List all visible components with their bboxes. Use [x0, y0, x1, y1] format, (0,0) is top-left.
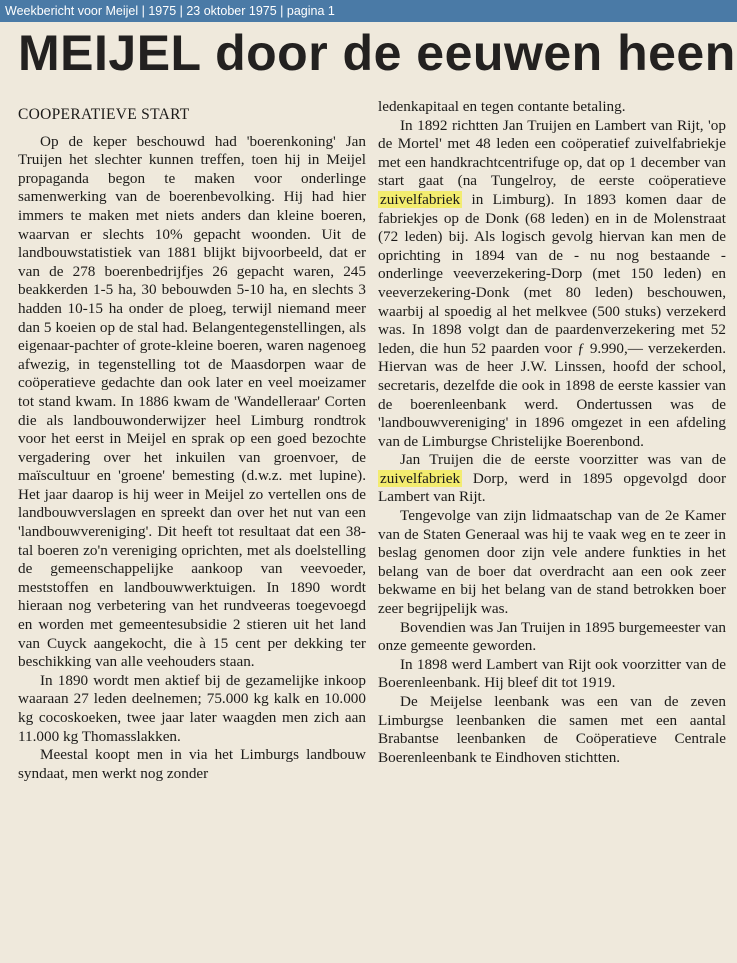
- paragraph: De Meijelse leenbank was een van de zeven Limburgse leenbanken die samen met een aantal Brabantse leenbanken de Coöperatieve Centrale Boerenleenbank te Eindhoven stichtten.: [378, 693, 726, 766]
- paragraph: In 1890 wordt men aktief bij de gezamelijke inkoop waaraan 27 leden deelnemen; 75.000 kg kalk en 10.000 kg cocoskoeken, twee jaar later waagden men zich aan 11.000 kg Thomasslakken.: [18, 671, 366, 745]
- paragraph: Bovendien was Jan Truijen in 1895 burgemeester van onze gemeente geworden.: [378, 618, 726, 655]
- source-banner: Weekbericht voor Meijel | 1975 | 23 oktober 1975 | pagina 1: [0, 0, 737, 22]
- paragraph: In 1898 werd Lambert van Rijt ook voorzitter van de Boerenleenbank. Hij bleef dit tot 1919.: [378, 655, 726, 692]
- paragraph: [378, 117, 726, 452]
- article-body: [18, 98, 726, 956]
- paragraph: ledenkapitaal en tegen contante betaling.: [378, 98, 626, 115]
- paragraph: Op de keper beschouwd had 'boerenkoning' Jan Truijen het slechter kunnen treffen, toen hij in Meijel propaganda begon te maken voor onderlinge samenwerking van de boerenbevolking. Hij had hier immers te maken met niets anders dan kleine boeren, waarvan er slechts 10% gepacht woonden. Uit de landbouwstatistiek van 1881 blijkt bijvoorbeeld, dat er van de 278 boerenbedrijfjes 26 gepacht waren, 245 beakkerden 1-5 ha, 30 bebouwden 5-10 ha, en slechts 3 hadden 10-15 ha onder de ploeg, terwijl niemand meer dan 5 koeien op de stal had. Belangentegenstellingen, als eigenaar-pachter of grote-kleine boeren, waren nagenoeg afwezig, in tegenstelling tot de Maasdorpen waar de coöperatieve gedachte dan ook later en veel moeizamer tot stand kwam. In 1886 kwam de 'Wandelleraar' Corten die als landbouwonderwijzer heel Limburg rondtrok voor het eerst in Meijel en sprak op een goed bezochte vergadering over het inkuilen van groenvoer, de maïscultuur en 'groene' bemesting (d.w.z. met lupine). Het jaar daarop is hij weer in Meijel zo vertellen ons de landbouwverslagen en spreekt dan over het nut van een 'landbouwvereniging'. Dit heeft tot resultaat dat een 38-tal boeren zo'n vereniging oprichten, met als doelstelling de gemeenschappelijke aankoop van veevoeder, meststoffen en landbouwwerktuigen. In 1890 wordt hieraan nog verbetering van het rundveeras toegevoegd en worden met gemeentesubsidie 2 stieren uit het land van Cuyck aangekocht, die à 15 cent per dekking ter beschikking van alle veehouders staan.: [18, 132, 366, 671]
- paragraph: [378, 451, 726, 507]
- left-column: [18, 98, 366, 956]
- paragraph: Tengevolge van zijn lidmaatschap van de 2e Kamer van de Staten Generaal was hij te vaak weg en te zeer in beslag genomen door zijn vele andere funkties in het belang van de boer dat overdracht aan een ook zeer bekwame en bij het belang van de stand betrokken boer zeer begrijpelijk was.: [378, 507, 726, 618]
- headline: MEIJEL door de eeuwen heen: [18, 25, 736, 81]
- right-column: [378, 98, 726, 956]
- text-segment: In 1892 richtten Jan Truijen en Lambert van Rijt, 'op de Mortel' met 48 leden een coöperatief zuivelfabriekje met een handkrachtcentrifuge op, dat op 1 december van start gaat (na Tungelroy, de eerste coöperatieve: [378, 116, 726, 190]
- highlighted-term: zuivelfabriek: [380, 190, 461, 208]
- section-title: COOPERATIEVE START: [18, 106, 190, 123]
- text-segment: Jan Truijen die de eerste voorzitter was van de: [400, 451, 726, 469]
- text-segment: in Limburg). In 1893 komen daar de fabriekjes op de Donk (68 leden) en in de Molenstraat (72 leden) bij. Als logisch gevolg hiervan kan men de oprichting in 1894 van de - nu nog bestaande - onderlinge veeverzekering-Dorp (met 150 leden) en veeverzekering-Donk (met 80 leden) beschouwen, waarbij al spoedig al het melkvee (500 stuks) verzekerd was. In 1898 volgt dan de paardenverzekering met 52 leden, die hun 52 paarden voor ƒ 9.990,— verzekerden. Hiervan was de heer J.W. Linssen, hoofd der school, secretaris, dezelfde die ook in 1898 de eerste kassier van de boerenleenbank werd. Ondertussen was de 'landbouwvereniging' in 1896 omgezet in een afdeling van de Limburgse Christelijke Boerenbond.: [378, 190, 726, 450]
- text-segment: Dorp, werd in 1895 opgevolgd door Lambert van Rijt.: [378, 469, 727, 506]
- highlighted-term: zuivelfabriek: [380, 469, 461, 487]
- paragraph: Meestal koopt men in via het Limburgs landbouw syndaat, men werkt nog zonder: [18, 746, 366, 782]
